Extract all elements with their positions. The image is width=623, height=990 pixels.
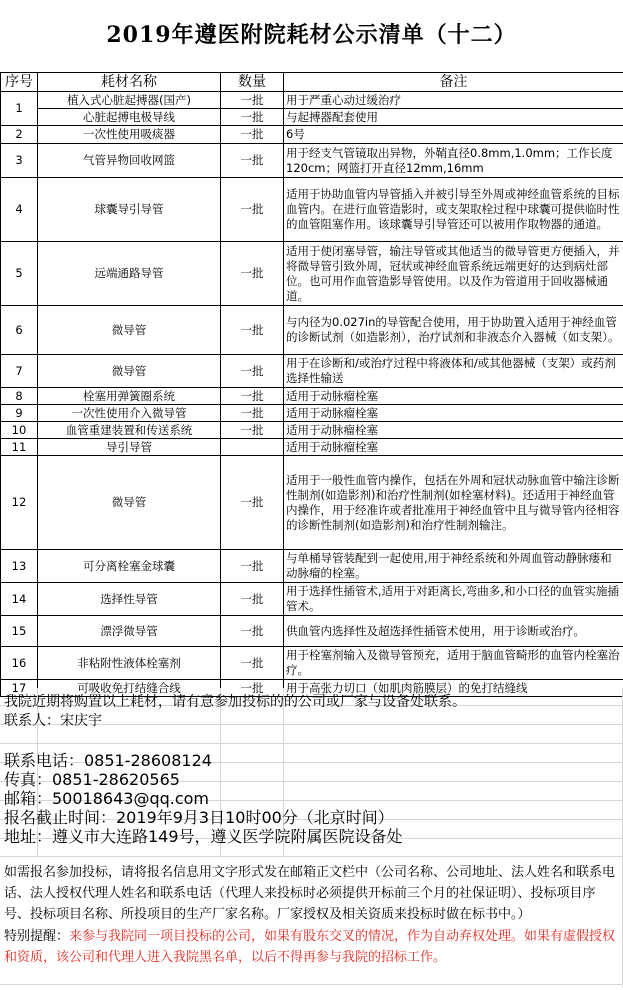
gridline — [0, 984, 623, 985]
row-name: 微导管 — [38, 355, 221, 388]
row-qty: 一批 — [221, 109, 284, 126]
table-row — [1, 242, 623, 306]
row-qty: 一批 — [221, 355, 284, 388]
footer-phone: 联系电话：0851-28608124 — [4, 751, 212, 770]
row-qty: 一批 — [221, 178, 284, 242]
row-name: 漂浮微导管 — [38, 616, 221, 647]
table-row — [1, 583, 623, 616]
row-qty — [221, 439, 284, 456]
row-no: 14 — [1, 583, 38, 616]
footer-deadline: 报名截止时间：2019年9月3日10时00分（北京时间） — [4, 808, 394, 827]
row-name: 可吸收免打结缝合线 — [38, 680, 221, 697]
row-no: 11 — [1, 439, 38, 456]
reminder-label: 特别提醒： — [4, 929, 70, 944]
row-no: 5 — [1, 242, 38, 306]
table-row — [1, 456, 623, 550]
row-qty: 一批 — [221, 616, 284, 647]
row-name: 微导管 — [38, 306, 221, 355]
footer-instructions: 如需报名参加投标，请将报名信息用文字形式发在邮箱正文栏中（公司名称、公司地址、法人姓名和联系电话、法人授权代理人姓名和联系电话（代理人来投标时必须提供开标前三个月的社保证明）、投标项目序号、投标项目名称、所投项目的生产厂家名称。厂家授权及相关资质来投标时做在标书中。） — [4, 865, 616, 922]
row-note: 用于栓塞剂输入及微导管预充，适用于脑血管畸形的血管内栓塞治疗。 — [284, 647, 623, 680]
row-no: 9 — [1, 405, 38, 422]
row-no: 4 — [1, 178, 38, 242]
row-name: 微导管 — [38, 456, 221, 550]
row-no: 3 — [1, 144, 38, 178]
row-qty: 一批 — [221, 126, 284, 144]
row-no: 1 — [1, 92, 38, 126]
table-header-row — [1, 73, 623, 92]
table-row — [1, 355, 623, 388]
row-note: 用于经支气管镜取出异物，外鞘直径0.8mm,1.0mm；工作长度120cm；网篮打开直径12mm,16mm — [284, 144, 623, 178]
row-name: 心脏起搏电极导线 — [38, 109, 221, 126]
row-name: 植入式心脏起搏器(国产) — [38, 92, 221, 109]
page-title: 2019年遵医附院耗材公示清单（十二） — [106, 22, 517, 48]
gridline — [0, 743, 623, 744]
table-row — [1, 616, 623, 647]
row-qty: 一批 — [221, 388, 284, 405]
gridline — [0, 856, 623, 857]
footer-email: 邮箱：50018643@qq.com — [4, 789, 210, 808]
header-name: 耗材名称 — [38, 73, 221, 92]
row-name: 一次性使用吸痰器 — [38, 126, 221, 144]
row-no: 6 — [1, 306, 38, 355]
row-note: 适用于动脉瘤栓塞 — [284, 439, 623, 456]
row-name: 远端通路导管 — [38, 242, 221, 306]
table-row — [1, 647, 623, 680]
table-row — [1, 109, 623, 126]
row-qty: 一批 — [221, 583, 284, 616]
row-note: 与单桶导管装配到一起使用,用于神经系统和外周血管动静脉瘘和动脉瘤的栓塞。 — [284, 550, 623, 583]
row-qty: 一批 — [221, 92, 284, 109]
table-row — [1, 439, 623, 456]
row-no: 15 — [1, 616, 38, 647]
row-note: 6号 — [284, 126, 623, 144]
table-row — [1, 422, 623, 439]
footer-reminder — [4, 926, 619, 968]
row-note: 适用于动脉瘤栓塞 — [284, 388, 623, 405]
row-name: 球囊导引导管 — [38, 178, 221, 242]
row-name: 气管异物回收网篮 — [38, 144, 221, 178]
header-note: 备注 — [284, 73, 623, 92]
row-note: 适用于使闭塞导管，输注导管或其他适当的微导管更方便插入，并将微导管引致外周，冠状或神经血管系统远端更好的达到病灶部位。也可用作血管造影导管使用。以及作为管道用于回收器械通道。 — [284, 242, 623, 306]
header-qty: 数量 — [221, 73, 284, 92]
row-no: 2 — [1, 126, 38, 144]
row-note: 用于严重心动过缓治疗 — [284, 92, 623, 109]
footer-intro: 我院近期将购置以上耗材，请有意参加投标的的公司或厂家与设备处联系。 — [4, 694, 466, 710]
row-no: 8 — [1, 388, 38, 405]
row-no: 7 — [1, 355, 38, 388]
header-no: 序号 — [1, 73, 38, 92]
row-name: 血管重建装置和传送系统 — [38, 422, 221, 439]
footer-contact: 联系人：宋庆宇 — [4, 713, 102, 729]
row-name: 导引导管 — [38, 439, 221, 456]
row-qty: 一批 — [221, 144, 284, 178]
row-qty: 一批 — [221, 647, 284, 680]
table-row — [1, 550, 623, 583]
row-no: 10 — [1, 422, 38, 439]
row-name: 一次性使用介入微导管 — [38, 405, 221, 422]
row-note: 用于选择性插管术,适用于对距离长,弯曲多,和小口径的血管实施插管术。 — [284, 583, 623, 616]
row-no: 13 — [1, 550, 38, 583]
table-row — [1, 306, 623, 355]
row-name: 可分离栓塞金球囊 — [38, 550, 221, 583]
row-note: 与起搏器配套使用 — [284, 109, 623, 126]
row-no: 12 — [1, 456, 38, 550]
row-note: 用于高张力切口（如肌肉筋膜层）的免打结缝线 — [284, 680, 623, 697]
row-qty: 一批 — [221, 405, 284, 422]
row-qty: 一批 — [221, 306, 284, 355]
row-no: 16 — [1, 647, 38, 680]
table-row — [1, 126, 623, 144]
row-note: 适用于动脉瘤栓塞 — [284, 405, 623, 422]
footer-fax: 传真：0851-28620565 — [4, 770, 180, 789]
consumables-table — [0, 72, 623, 697]
table-row — [1, 178, 623, 242]
row-name: 非粘附性液体栓塞剂 — [38, 647, 221, 680]
row-qty: 一批 — [221, 680, 284, 697]
row-no: 17 — [1, 680, 38, 697]
reminder-text: 来参与我院同一项目投标的公司，如果有股东交叉的情况，作为自动弃权处理。如果有虚假授权和资质，该公司和代理人进入我院黑名单，以后不得再参与我院的招标工作。 — [4, 929, 616, 965]
row-note: 供血管内选择性及超选择性插管术使用，用于诊断或治疗。 — [284, 616, 623, 647]
row-note: 与内径为0.027in的导管配合使用，用于协助置入适用于神经血管的诊断试剂（如造影剂），治疗试剂和非液态介入器械（如支架）。 — [284, 306, 623, 355]
table-row — [1, 405, 623, 422]
row-name: 栓塞用弹簧圈系统 — [38, 388, 221, 405]
table-row — [1, 388, 623, 405]
row-qty: 一批 — [221, 242, 284, 306]
row-name: 选择性导管 — [38, 583, 221, 616]
footer-address: 地址：遵义市大连路149号，遵义医学院附属医院设备处 — [4, 827, 403, 846]
row-qty: 一批 — [221, 456, 284, 550]
row-note: 用于在诊断和/或治疗过程中将液体和/或其他器械（支架）或药剂选择性输送 — [284, 355, 623, 388]
table-row — [1, 144, 623, 178]
row-qty: 一批 — [221, 550, 284, 583]
row-qty: 一批 — [221, 422, 284, 439]
row-note: 适用于动脉瘤栓塞 — [284, 422, 623, 439]
row-note: 适用于一般性血管内操作，包括在外周和冠状动脉血管中输注诊断性制剂(如造影剂)和治疗性制剂(如栓塞材料)。还适用于神经血管内操作，用于经准许或者批准用于神经血管中且与微导管内径相容的诊断性制剂(如造影剂)和治疗性制剂输注。 — [284, 456, 623, 550]
table-row — [1, 92, 623, 109]
row-note: 适用于协助血管内导管插入并被引导至外周或神经血管系统的目标血管内。在进行血管造影时，或支架取栓过程中球囊可提供临时性的血管阻塞作用。该球囊导引导管还可以被用作取物器的通道。 — [284, 178, 623, 242]
